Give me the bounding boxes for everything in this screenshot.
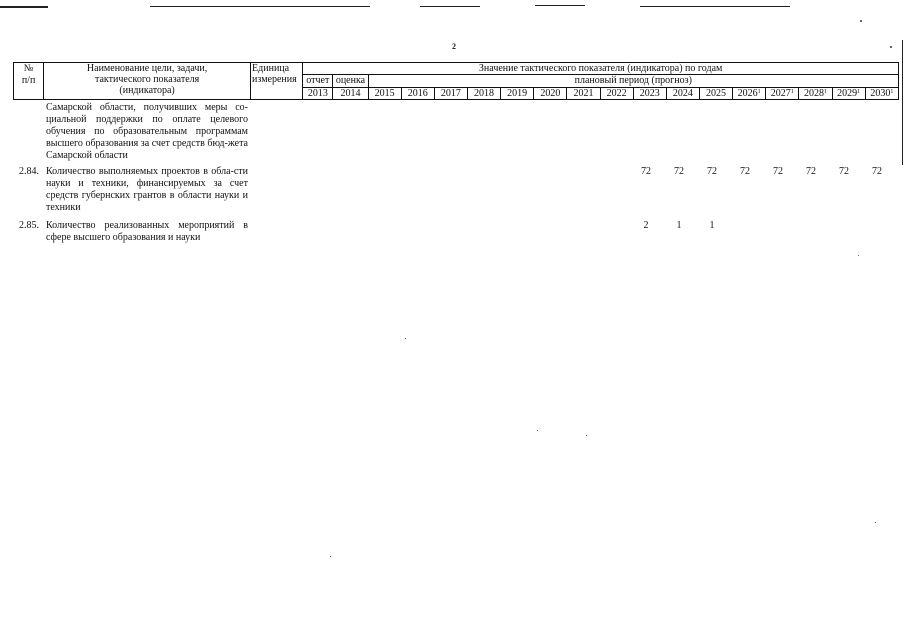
header-year-2023: 2023 (633, 87, 666, 99)
header-year-2030: 2030$^1$ (865, 87, 898, 99)
header-year-2021: 2021 (567, 87, 600, 99)
header-unit: Единица измерения (251, 63, 303, 100)
scan-speck (890, 46, 892, 48)
value-cell-2027: 72 (773, 166, 783, 177)
row-continuation-name: Самарской области, получивших меры со-циальной поддержки по оплате целевого обучения по образовательным программам высшего образования за счет средств бюд-жета Самарской области (46, 102, 248, 161)
header-year-2026: 2026$^1$ (733, 87, 766, 99)
scan-speck (586, 435, 587, 436)
indicator-table-header (13, 62, 899, 100)
header-year-report: 2013 (303, 87, 333, 99)
header-year-2020: 2020 (534, 87, 567, 99)
value-cell-2029: 72 (839, 166, 849, 177)
scan-edge-line (150, 6, 370, 7)
scan-edge-line (902, 40, 903, 165)
header-year-2015: 2015 (368, 87, 401, 99)
value-cell-2026: 72 (740, 166, 750, 177)
row-number: 2.85. (19, 220, 39, 231)
value-cell-2030: 72 (872, 166, 882, 177)
header-year-2022: 2022 (600, 87, 633, 99)
page-number: 2 (452, 42, 456, 51)
header-values-title: Значение тактического показателя (индикатора) по годам (303, 63, 899, 75)
header-year-2024: 2024 (666, 87, 699, 99)
footnote-mark: 1 (790, 88, 794, 95)
scan-speck (405, 338, 406, 339)
header-plan-period: плановый период (прогноз) (368, 75, 898, 87)
row-name: Количество реализованных мероприятий в сфере высшего образования и науки (46, 220, 248, 243)
scan-edge-line (640, 6, 790, 7)
header-estimate: оценка (333, 75, 368, 87)
header-year-2027: 2027$^1$ (766, 87, 799, 99)
header-year-2028: 2028$^1$ (799, 87, 832, 99)
value-cell-2025: 72 (707, 166, 717, 177)
header-name: Наименование цели, задачи, тактического показателя (индикатора) (44, 63, 251, 100)
footnote-mark: 1 (823, 88, 827, 95)
header-year-2018: 2018 (467, 87, 500, 99)
header-no: № п/п (14, 63, 44, 100)
scan-speck (858, 255, 859, 256)
header-year-2025: 2025 (699, 87, 732, 99)
value-cell-2025: 1 (709, 220, 715, 231)
scan-speck (860, 20, 862, 22)
scan-speck (537, 430, 538, 431)
header-year-2029: 2029$^1$ (832, 87, 865, 99)
footnote-mark: 1 (757, 88, 761, 95)
header-year-2019: 2019 (501, 87, 534, 99)
value-cell-2023: 72 (641, 166, 651, 177)
footnote-mark: 1 (857, 88, 861, 95)
scan-speck (875, 522, 876, 523)
scan-edge-line (0, 6, 48, 8)
row-number: 2.84. (19, 166, 39, 177)
scan-speck (330, 556, 331, 557)
scan-edge-line (535, 5, 585, 6)
row-name: Количество выполняемых проектов в обла-сти науки и техники, финансируемых за счет средств губернских грантов в области науки и техники (46, 166, 248, 213)
scan-edge-line (420, 6, 480, 7)
footnote-mark: 1 (890, 88, 894, 95)
header-year-estimate: 2014 (333, 87, 368, 99)
value-cell-2024: 72 (674, 166, 684, 177)
value-cell-2028: 72 (806, 166, 816, 177)
value-cell-2024: 1 (676, 220, 682, 231)
header-year-2016: 2016 (401, 87, 434, 99)
header-year-2017: 2017 (434, 87, 467, 99)
value-cell-2023: 2 (643, 220, 649, 231)
header-report: отчет (303, 75, 333, 87)
